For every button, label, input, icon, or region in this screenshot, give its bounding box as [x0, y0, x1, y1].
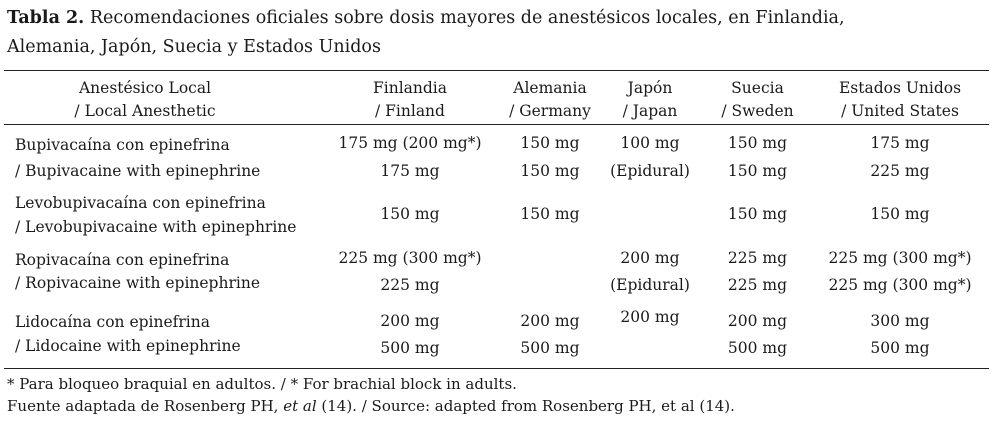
row-lidocaine-germany: 200 mg 500 mg [520, 312, 580, 357]
row-lidocaine-finland: 200 mg 500 mg [380, 312, 440, 357]
table-row-bupivacaine-name: Bupivacaína con epinefrina / Bupivacaine with epinephrine [15, 136, 261, 180]
table-row-lidocaine-name: Lidocaína con epinefrina / Lidocaine with epinephrine [15, 313, 241, 355]
row-bupivacaine-sweden: 150 mg 150 mg [727, 134, 788, 180]
row-ropivacaine-usa: 225 mg (300 mg*) 225 mg (300 mg*) [828, 249, 972, 294]
table-title-text-2: Alemania, Japón, Suecia y Estados Unidos [7, 37, 381, 57]
row-lidocaine-sweden: 200 mg 500 mg [727, 312, 788, 357]
table-title-text: Recomendaciones oficiales sobre dosis mayores de anestésicos locales, en Finlandia, [89, 8, 845, 28]
header-usa: Estados Unidos / United States [838, 79, 962, 120]
row-levobupivacaine-usa: 150 mg [870, 205, 930, 223]
row-lidocaine-japan: 200 mg [620, 308, 680, 326]
row-bupivacaine-japan: 100 mg (Epidural) [610, 134, 690, 180]
row-levobupivacaine-germany: 150 mg [520, 205, 580, 223]
header-japan: Japón / Japan [622, 79, 678, 120]
header-anesthetic: Anestésico Local / Local Anesthetic [74, 79, 216, 120]
footnote: * Para bloqueo braquial en adultos. / * For brachial block in adults. [7, 375, 517, 393]
table-row-ropivacaine-name: Ropivacaína con epinefrina / Ropivacaine with epinephrine [15, 251, 260, 292]
row-levobupivacaine-sweden: 150 mg [727, 205, 788, 223]
header-sweden: Suecia / Sweden [721, 79, 794, 120]
row-bupivacaine-finland: 175 mg (200 mg*) 175 mg [338, 134, 482, 180]
row-bupivacaine-usa: 175 mg 225 mg [870, 134, 930, 180]
top-rule [4, 70, 989, 71]
row-levobupivacaine-finland: 150 mg [380, 205, 440, 223]
bottom-rule [4, 368, 989, 369]
header-finland: Finlandia / Finland [373, 79, 447, 120]
row-lidocaine-usa: 300 mg 500 mg [870, 312, 930, 357]
row-ropivacaine-japan: 200 mg (Epidural) [610, 249, 690, 294]
header-germany: Alemania / Germany [509, 79, 591, 120]
table-row-levobupivacaine-name: Levobupivacaína con epinefrina / Levobupivacaine with epinephrine [15, 194, 297, 236]
table-title [7, 4, 992, 62]
row-bupivacaine-germany: 150 mg 150 mg [520, 134, 580, 180]
header-rule [4, 124, 989, 125]
source-note: Fuente adaptada de Rosenberg PH, et al (14). / Source: adapted from Rosenberg PH, et al (14). [7, 397, 735, 415]
table-label: Tabla 2. [7, 8, 85, 28]
row-ropivacaine-finland: 225 mg (300 mg*) 225 mg [338, 249, 482, 294]
row-ropivacaine-sweden: 225 mg 225 mg [727, 249, 788, 294]
